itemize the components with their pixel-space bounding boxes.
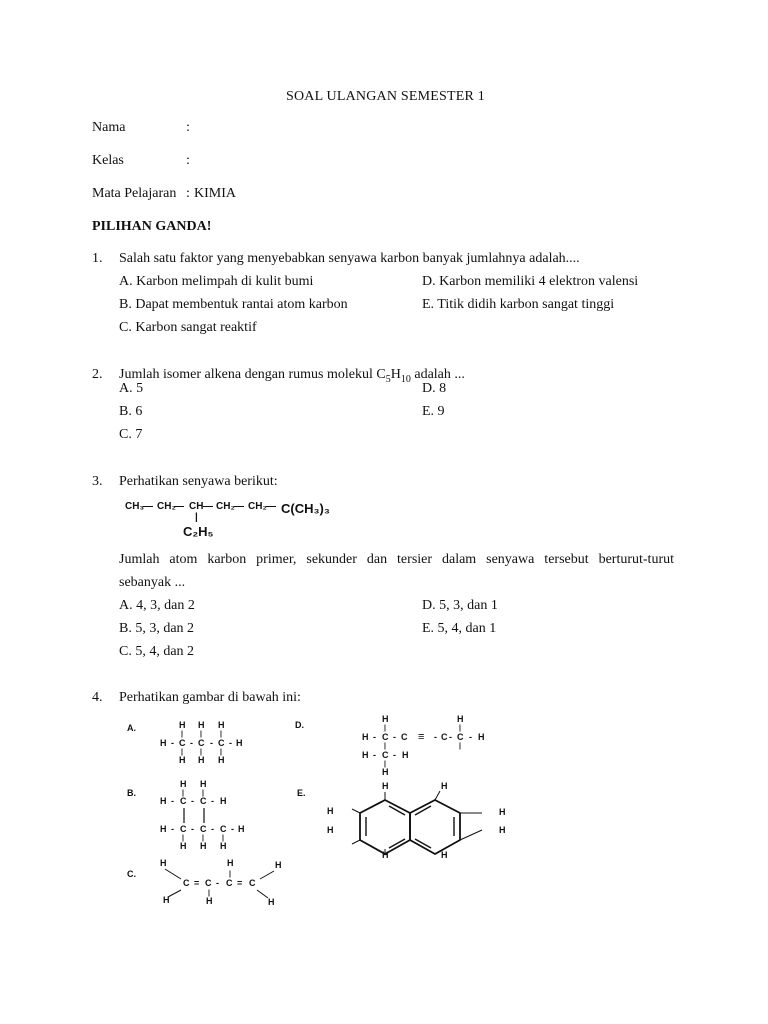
d-h-bot: H — [382, 767, 389, 777]
d-bond-3: - — [434, 732, 437, 742]
q1-number: 1. — [92, 251, 103, 266]
b-c-2: C — [200, 796, 207, 806]
e-h-3: H — [327, 806, 334, 816]
q3-dash-4: — — [234, 501, 244, 512]
c-h-5: H — [206, 896, 213, 906]
q3-vbar: | — [195, 512, 198, 523]
b-c-5: C — [220, 824, 227, 834]
q2-option-c: C. 7 — [119, 427, 143, 442]
page-title: SOAL ULANGAN SEMESTER 1 — [286, 89, 485, 104]
c-c-3: C — [226, 878, 233, 888]
c-bond-v-1: | — [229, 871, 231, 878]
d-bond-2: - — [393, 732, 396, 742]
a-c-1: C — [179, 738, 186, 748]
c-c-4: C — [249, 878, 256, 888]
b-bond-v-2: | — [202, 790, 204, 797]
field-label-mapel: Mata Pelajaran — [92, 186, 177, 201]
q2-option-e: E. 9 — [422, 404, 445, 419]
a-bond-v-5: | — [200, 749, 202, 756]
a-h-bot-1: H — [179, 755, 186, 765]
field-value-mapel: KIMIA — [194, 186, 236, 201]
c-bond-s1: - — [216, 878, 219, 888]
a-bond-v-2: | — [200, 731, 202, 738]
q2-option-b: B. 6 — [119, 404, 143, 419]
q4-number: 4. — [92, 690, 103, 705]
q2-option-a: A. 5 — [119, 381, 144, 396]
e-h-4: H — [327, 825, 334, 835]
a-bond-v-4: | — [181, 749, 183, 756]
q3-dash-5: — — [266, 501, 276, 512]
a-c-2: C — [198, 738, 205, 748]
a-bond-2: - — [190, 738, 193, 748]
q3-number: 3. — [92, 474, 103, 489]
e-bond-h-4 — [352, 840, 360, 844]
q1-option-a: A. Karbon melimpah di kulit bumi — [119, 274, 314, 289]
q3-text: Perhatikan senyawa berikut: — [119, 474, 278, 489]
q4-label-b: B. — [127, 788, 136, 798]
b-h-right-1: H — [220, 796, 227, 806]
c-h-3: H — [275, 860, 282, 870]
e-h-7: H — [382, 850, 389, 860]
b-h-right-2: H — [238, 824, 245, 834]
c-bond-v-2: | — [208, 890, 210, 897]
b-h-left-2: H — [160, 824, 167, 834]
e-h-2: H — [441, 781, 448, 791]
a-h-top-1: H — [179, 720, 186, 730]
q3-c2h5: C₂H₅ — [183, 524, 214, 539]
q3-dash-1: — — [143, 501, 153, 512]
c-bond-diag-1 — [165, 869, 181, 879]
b-bond-5: - — [191, 824, 194, 834]
q2-number: 2. — [92, 367, 103, 382]
b-bond-6: - — [211, 824, 214, 834]
q3-question-line1: Jumlah atom karbon primer, sekunder dan tersier dalam senyawa tersebut berturut-turut — [119, 552, 674, 567]
b-bond-1: - — [171, 796, 174, 806]
d-h-left-2: H — [362, 750, 369, 760]
d-h-left: H — [362, 732, 369, 742]
e-h-5: H — [499, 807, 506, 817]
b-bond-7: - — [231, 824, 234, 834]
c-h-2: H — [227, 858, 234, 868]
a-h-top-2: H — [198, 720, 205, 730]
d-c-4: C — [457, 732, 464, 742]
q3-option-c: C. 5, 4, dan 2 — [119, 644, 195, 659]
b-h-bot-3: H — [220, 841, 227, 851]
q3-dash-2: — — [174, 501, 184, 512]
d-bond-triple: ≡ — [418, 731, 425, 743]
q2-text-post: adalah ... — [410, 367, 465, 382]
q3-option-e: E. 5, 4, dan 1 — [422, 621, 497, 636]
e-bond-h-2 — [435, 791, 440, 800]
a-bond-4: - — [229, 738, 232, 748]
c-c-2: C — [205, 878, 212, 888]
structure-a — [160, 720, 243, 765]
section-heading: PILIHAN GANDA! — [92, 219, 212, 234]
d-c-1: C — [382, 732, 389, 742]
d-bond-v-5: | — [384, 761, 386, 768]
e-bond-h-3 — [352, 809, 360, 813]
structure-d — [362, 714, 485, 777]
a-h-bot-2: H — [198, 755, 205, 765]
b-bond-4: - — [171, 824, 174, 834]
c-bond-d2: = — [237, 878, 243, 888]
b-bond-3: - — [211, 796, 214, 806]
e-ring-left — [360, 800, 410, 854]
q1-text: Salah satu faktor yang menyebabkan senyawa karbon banyak jumlahnya adalah.... — [119, 251, 580, 266]
a-h-bot-3: H — [218, 755, 225, 765]
q3-ch2-b: CH₂ — [216, 501, 235, 512]
q3-ch2-c: CH₂ — [248, 501, 267, 512]
a-bond-3: - — [210, 738, 213, 748]
field-label-nama: Nama — [92, 120, 126, 135]
d-bond-4: - — [449, 732, 452, 742]
b-bond-v-5: | — [222, 835, 224, 842]
structure-e — [327, 781, 506, 860]
a-h-right: H — [236, 738, 243, 748]
a-h-top-3: H — [218, 720, 225, 730]
q3-option-a: A. 4, 3, dan 2 — [119, 598, 195, 613]
q3-ch2-a: CH₂ — [157, 501, 176, 512]
q3-cch33: C(CH₃)₃ — [281, 501, 330, 516]
e-h-8: H — [441, 850, 448, 860]
a-bond-v-1: | — [181, 731, 183, 738]
c-h-4: H — [163, 895, 170, 905]
q3-dash-3: — — [203, 501, 213, 512]
a-bond-v-6: | — [220, 749, 222, 756]
a-bond-1: - — [171, 738, 174, 748]
d-bond-7: - — [393, 750, 396, 760]
e-inner-5 — [415, 806, 431, 815]
a-h-left: H — [160, 738, 167, 748]
field-sep-kelas: : — [186, 153, 190, 168]
b-bond-v-3: | — [182, 835, 184, 842]
e-h-6: H — [499, 825, 506, 835]
c-h-6: H — [268, 897, 275, 907]
b-h-top-1: H — [180, 779, 187, 789]
d-c-5: C — [382, 750, 389, 760]
q2-text-pre: Jumlah isomer alkena dengan rumus molekul C — [119, 367, 386, 382]
a-bond-v-3: | — [220, 731, 222, 738]
b-h-top-2: H — [200, 779, 207, 789]
c-bond-diag-2 — [260, 871, 274, 879]
q1-option-b: B. Dapat membentuk rantai atom karbon — [119, 297, 348, 312]
q1-option-e: E. Titik didih karbon sangat tinggi — [422, 297, 615, 312]
d-bond-5: - — [469, 732, 472, 742]
structure-b — [160, 779, 245, 851]
a-c-3: C — [218, 738, 225, 748]
d-bond-1: - — [373, 732, 376, 742]
d-bond-6: - — [373, 750, 376, 760]
e-ring-right — [410, 800, 460, 854]
c-c-1: C — [183, 878, 190, 888]
b-c-1: C — [180, 796, 187, 806]
q3-ch3: CH₃ — [125, 501, 145, 512]
e-bond-h-6 — [460, 830, 482, 840]
b-h-left-1: H — [160, 796, 167, 806]
c-bond-diag-4 — [257, 890, 268, 898]
field-sep-nama: : — [186, 120, 190, 135]
b-bond-2: - — [191, 796, 194, 806]
c-h-1: H — [160, 858, 167, 868]
q2-option-d: D. 8 — [422, 381, 447, 396]
q1-option-d: D. Karbon memiliki 4 elektron valensi — [422, 274, 639, 289]
d-h-top-2: H — [457, 714, 464, 724]
q4-label-d: D. — [295, 720, 304, 730]
q3-question-line2: sebanyak ... — [119, 575, 186, 590]
b-bond-v-4: | — [202, 835, 204, 842]
d-bond-v-3: | — [384, 743, 386, 750]
q4-label-a: A. — [127, 723, 136, 733]
b-h-bot-2: H — [200, 841, 207, 851]
d-h-right: H — [478, 732, 485, 742]
field-label-kelas: Kelas — [92, 153, 124, 168]
b-h-bot-1: H — [180, 841, 187, 851]
q4-label-c: C. — [127, 869, 136, 879]
q2-h: H — [390, 367, 401, 382]
e-inner-2 — [389, 806, 405, 815]
b-c-4: C — [200, 824, 207, 834]
b-bond-v-1: | — [182, 790, 184, 797]
d-bond-v-4: | — [459, 743, 461, 750]
field-sep-mapel: : — [186, 186, 190, 201]
q3-option-b: B. 5, 3, dan 2 — [119, 621, 195, 636]
q3-option-d: D. 5, 3, dan 1 — [422, 598, 498, 613]
b-c-3: C — [180, 824, 187, 834]
d-c-2: C — [401, 732, 408, 742]
q1-option-c: C. Karbon sangat reaktif — [119, 320, 257, 335]
d-h-right-2: H — [402, 750, 409, 760]
d-c-3: C — [441, 732, 448, 742]
d-h-top-1: H — [382, 714, 389, 724]
q2-sub-10: 10 — [400, 373, 411, 385]
q3-ch: CH — [189, 501, 204, 512]
q4-label-e: E. — [297, 788, 306, 798]
c-bond-d1: = — [194, 878, 200, 888]
e-h-1: H — [382, 781, 389, 791]
d-bond-v-2: | — [459, 725, 461, 732]
d-bond-v-1: | — [384, 725, 386, 732]
q2-sub-5: 5 — [385, 373, 391, 385]
c-bond-diag-3 — [168, 890, 181, 897]
structure-c — [160, 858, 282, 907]
q4-text: Perhatikan gambar di bawah ini: — [119, 690, 301, 705]
